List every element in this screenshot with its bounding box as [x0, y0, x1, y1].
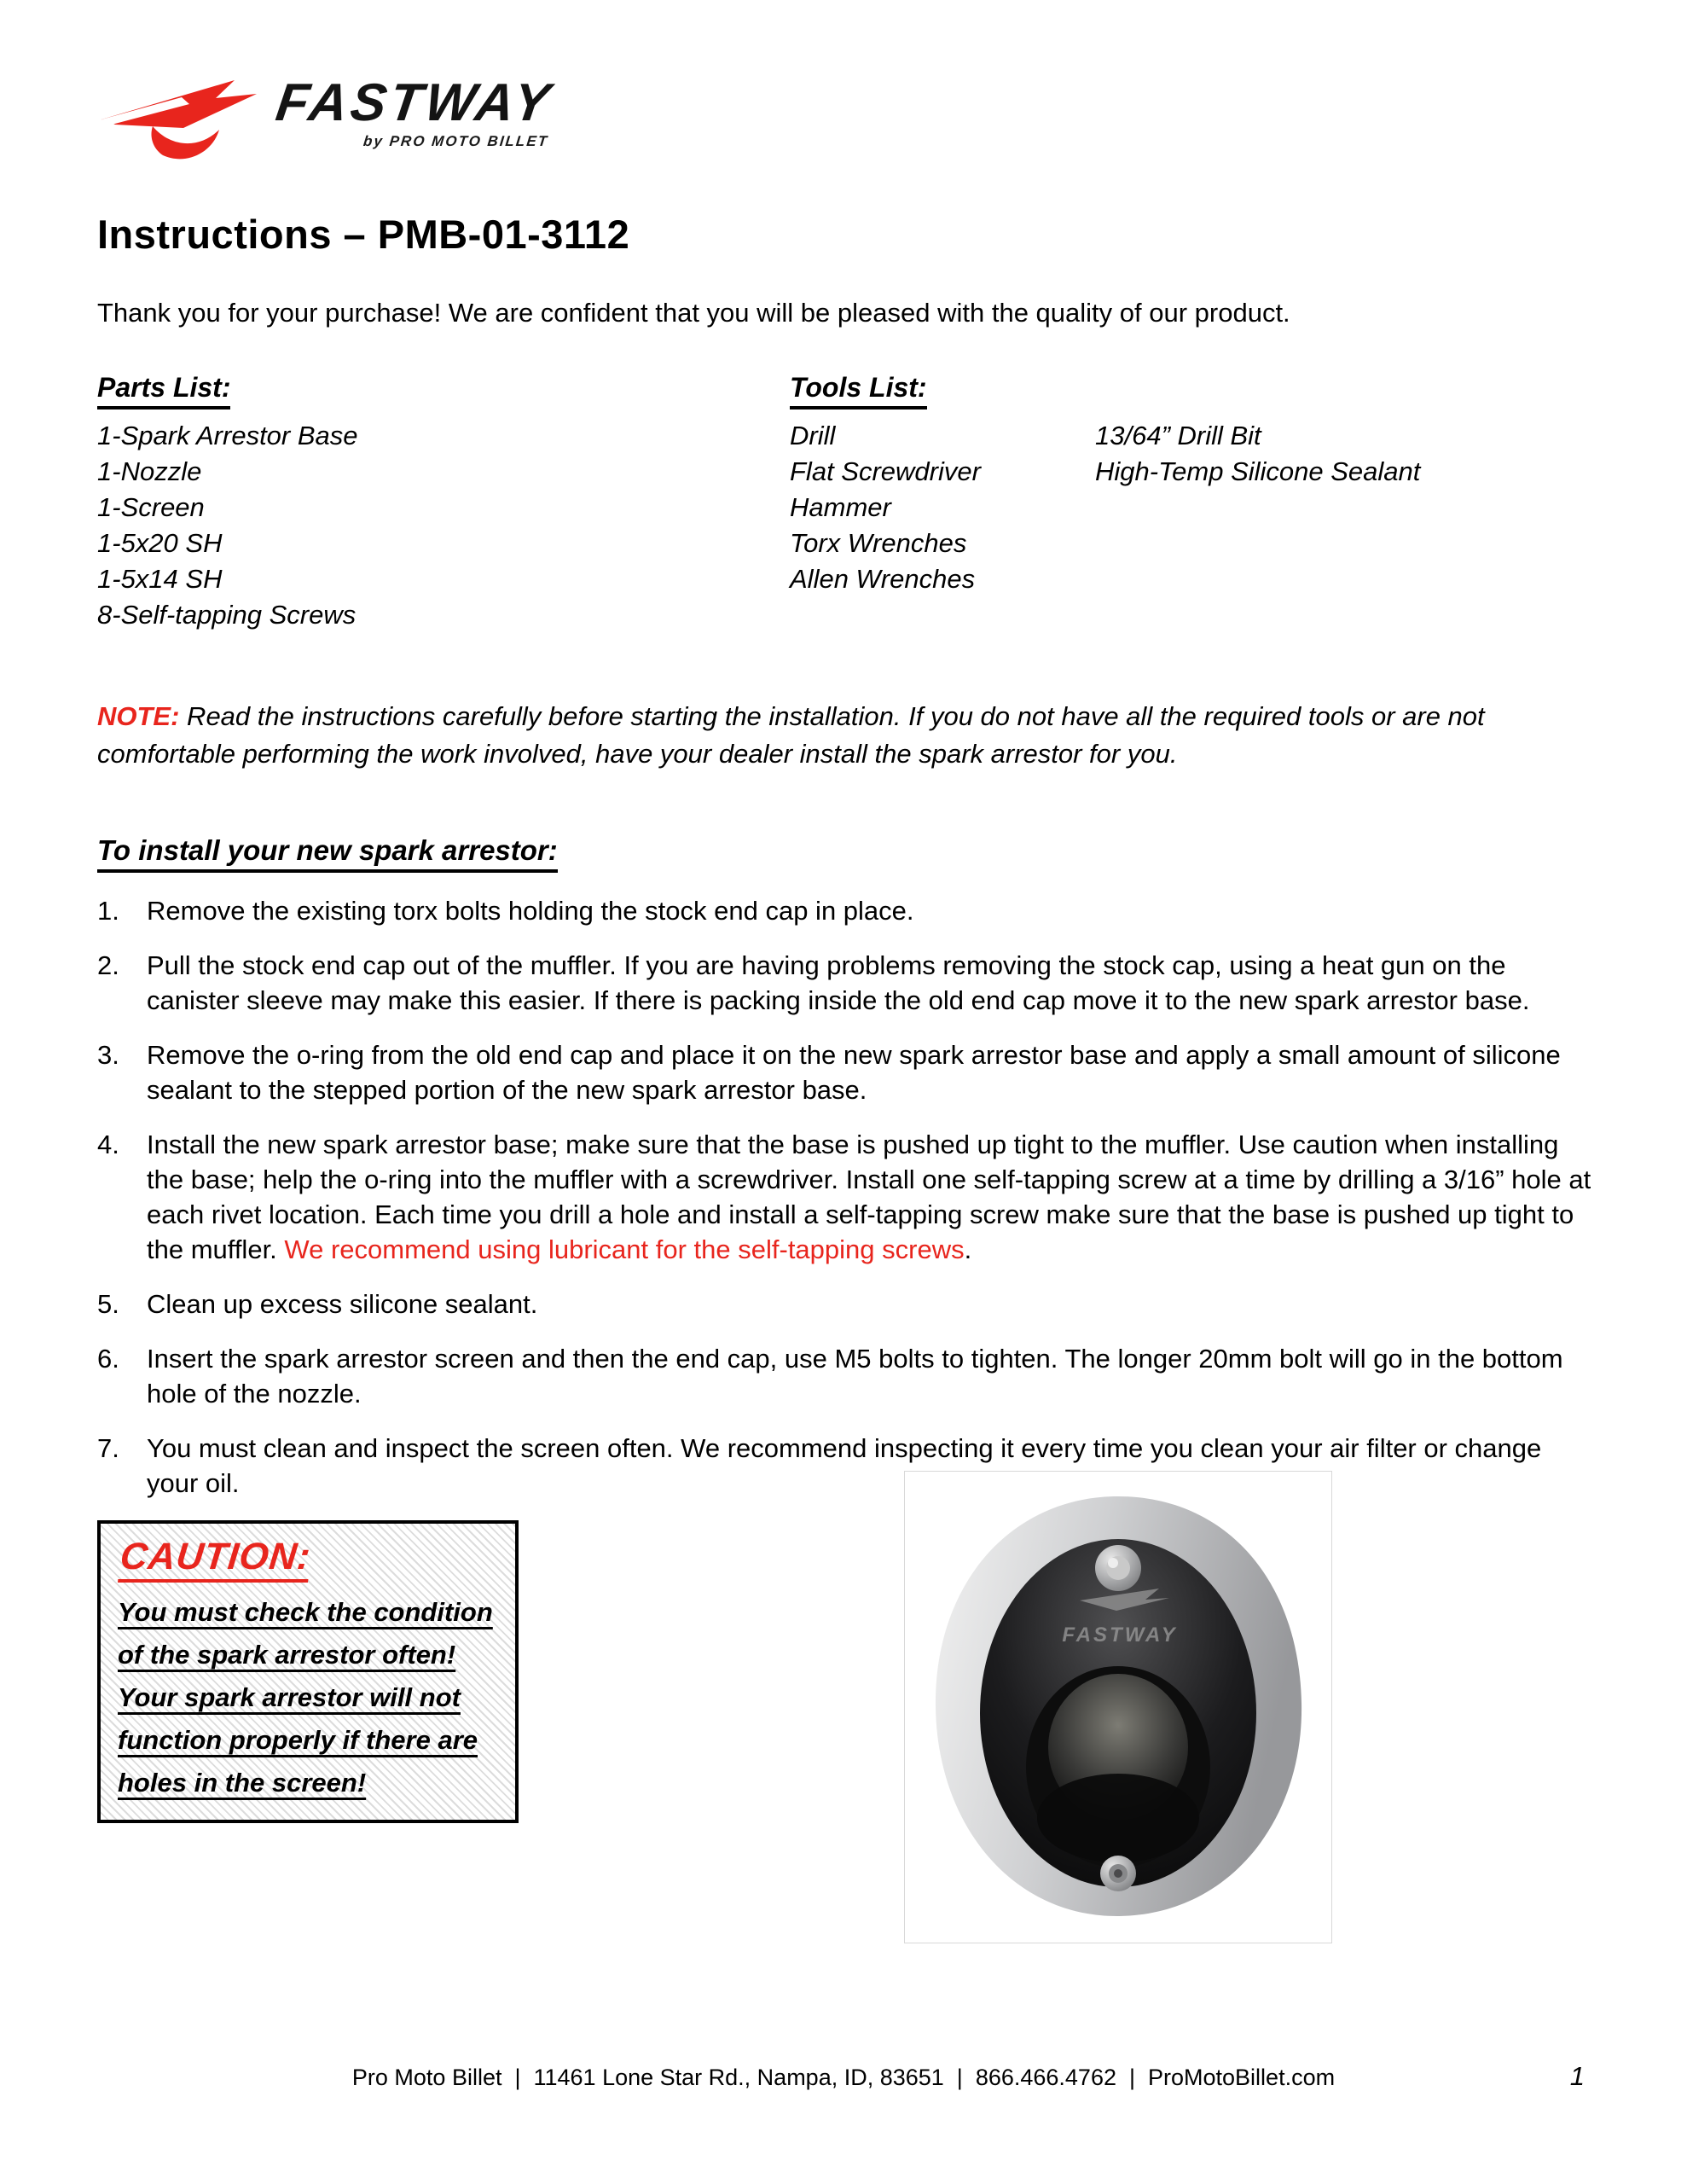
parts-list-item: 1-5x20 SH [97, 528, 223, 558]
step-number: 4. [97, 1130, 119, 1159]
note-paragraph [97, 698, 1591, 773]
content [97, 0, 1591, 1951]
footer [0, 2061, 1687, 2091]
tools-list-item: 13/64” Drill Bit [1095, 421, 1261, 450]
install-heading: To install your new spark arrestor: [97, 834, 558, 873]
caution-heading: CAUTION: [118, 1536, 313, 1583]
step-number: 3. [97, 1040, 119, 1070]
parts-list-item: 1-Nozzle [97, 456, 202, 486]
note-text: Read the instructions carefully before starting the installation. If you do not have all the required tools or are not comfortable performing the work involved, have your dealer install the spark arrestor for you. [97, 701, 1485, 769]
install-step [97, 1431, 1591, 1501]
parts-list-item: 1-Spark Arrestor Base [97, 421, 358, 450]
step-number: 1. [97, 896, 119, 926]
parts-list-item: 8-Self-tapping Screws [97, 600, 357, 630]
step-text-end: . [964, 1234, 972, 1264]
install-step [97, 893, 1591, 928]
caution-box [97, 1520, 519, 1823]
step-text: Remove the o-ring from the old end cap and place it on the new spark arrestor base and apply a small amount of silicone sealant to the stepped portion of the new spark arrestor base. [147, 1040, 1561, 1105]
tools-list-section [790, 372, 1591, 633]
bottom-section [97, 1520, 1591, 1951]
tools-column-1 [790, 418, 1095, 597]
parts-list-heading: Parts List: [97, 372, 230, 410]
fastway-brand-text: FASTWAY [272, 73, 557, 132]
fastway-byline: by PRO MOTO BILLET [362, 133, 550, 149]
caution-text: You must check the condition of the spark arrestor often! Your spark arrestor will not function properly if there are holes in the screen! [118, 1597, 493, 1798]
page-number: 1 [1569, 2061, 1585, 2091]
tools-list-item: Torx Wrenches [790, 528, 967, 558]
step-number: 6. [97, 1344, 119, 1374]
step-text-black: Install the new spark arrestor base; make sure that the base is pushed up tight to the muffler. Use caution when installing the base; help the o-ring into the muffler with a screwdriver. Install one self-tapping screw at a time by drilling a 3/16” hole at each rivet location. Each time you drill a hole and install a self-tapping screw make sure that the base is pushed up tight to the muffler. [147, 1130, 1591, 1264]
svg-text:FASTWAY: FASTWAY [1062, 1623, 1178, 1647]
note-label: NOTE: [97, 701, 180, 731]
fastway-logo [97, 75, 1591, 165]
parts-list-section [97, 372, 790, 633]
parts-list-item: 1-Screen [97, 492, 205, 522]
tools-list-item: Drill [790, 421, 836, 450]
install-step [97, 1287, 1591, 1321]
product-photo [904, 1471, 1332, 1943]
install-step [97, 1341, 1591, 1411]
step-text: Clean up excess silicone sealant. [147, 1289, 538, 1319]
page-title: Instructions – PMB-01-3112 [97, 212, 630, 257]
intro-paragraph: Thank you for your purchase! We are confident that you will be pleased with the quality of our product. [97, 298, 1290, 328]
tools-list-item: High-Temp Silicone Sealant [1095, 456, 1421, 486]
step-text: Insert the spark arrestor screen and then the end cap, use M5 bolts to tighten. The longer 20mm bolt will go in the bottom hole of the nozzle. [147, 1344, 1563, 1409]
install-step [97, 1127, 1591, 1267]
install-step [97, 948, 1591, 1018]
step-number: 5. [97, 1289, 119, 1319]
tools-columns [790, 418, 1591, 597]
tools-list-item: Hammer [790, 492, 891, 522]
tools-column-2 [1095, 418, 1591, 597]
lists-section [97, 372, 1591, 633]
footer-text: Pro Moto Billet | 11461 Lone Star Rd., Nampa, ID, 83651 | 866.466.4762 | ProMotoBillet.com [351, 2065, 1336, 2090]
step-text: Remove the existing torx bolts holding the stock end cap in place. [147, 896, 914, 926]
fastway-logo-text [272, 73, 557, 150]
step-text: Pull the stock end cap out of the muffler. If you are having problems removing the stock cap, using a heat gun on the canister sleeve may make this easier. If there is packing inside the old end cap move it to the new spark arrestor base. [147, 950, 1530, 1015]
step-text [147, 1127, 1591, 1267]
fastway-logo-mark-icon [97, 75, 261, 160]
tools-list-item: Allen Wrenches [790, 564, 976, 594]
step-number: 2. [97, 950, 119, 980]
spark-arrestor-illustration [905, 1472, 1331, 1943]
install-steps [97, 893, 1591, 1501]
step-text: You must clean and inspect the screen often. We recommend inspecting it every time you clean your air filter or change your oil. [147, 1433, 1542, 1498]
tools-list-heading: Tools List: [790, 372, 927, 410]
parts-list-item: 1-5x14 SH [97, 564, 223, 594]
step-text-red: We recommend using lubricant for the self-tapping screws [284, 1234, 965, 1264]
step-number: 7. [97, 1433, 119, 1463]
install-step [97, 1037, 1591, 1107]
tools-list-item: Flat Screwdriver [790, 456, 981, 486]
